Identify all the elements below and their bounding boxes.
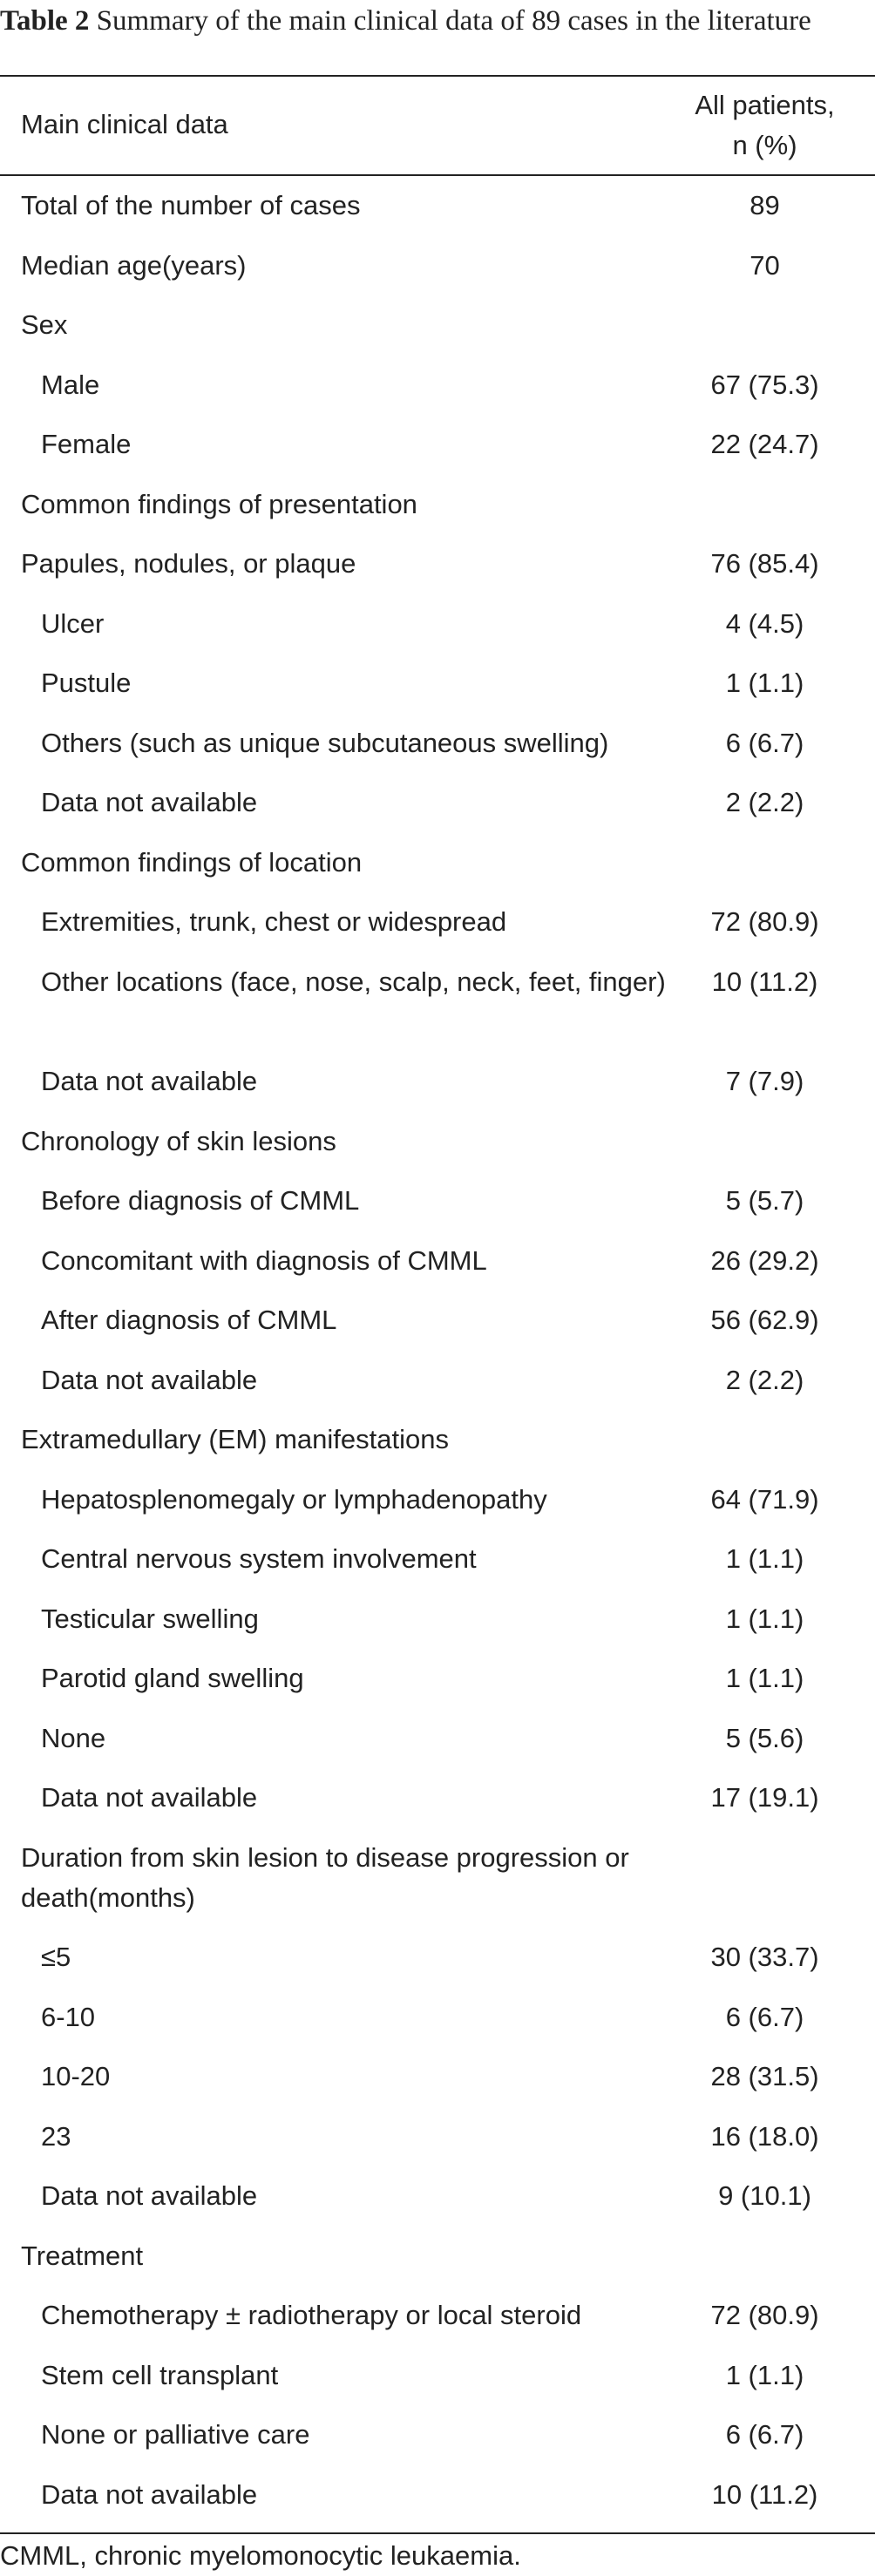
row-label: Common findings of location [21, 846, 363, 878]
table-row [0, 1937, 875, 1988]
row-value: 72 (80.9) [710, 906, 819, 937]
row-label: Data not available [41, 787, 258, 817]
table-row [0, 2356, 875, 2406]
row-label: 10-20 [41, 2061, 111, 2091]
table-row [0, 2117, 875, 2167]
row-label: Concomitant with diagnosis of CMML [41, 1244, 487, 1276]
row-label: Extramedullary (EM) manifestations [21, 1424, 449, 1454]
table-label: Table 2 [0, 5, 90, 37]
table-row [0, 186, 875, 236]
row-label: Common findings of presentation [21, 488, 417, 519]
row-label: None or palliative care [41, 2419, 310, 2450]
top-rule [0, 75, 875, 77]
row-label: 23 [41, 2120, 71, 2152]
row-value: 10 (11.2) [711, 2478, 818, 2510]
table-row [0, 2415, 875, 2465]
table-row [0, 1599, 875, 1650]
row-value: 2 (2.2) [725, 1364, 804, 1395]
table-row [0, 485, 875, 535]
table-row [0, 1539, 875, 1590]
row-label: Data not available [41, 2478, 258, 2510]
table-caption-text: Summary of the main clinical data of 89 cases in the literature [89, 5, 811, 37]
table-row [0, 424, 875, 475]
table-row [0, 1480, 875, 1530]
table-row [0, 902, 875, 952]
row-value: 1 (1.1) [725, 668, 804, 698]
row-value: 64 (71.9) [710, 1483, 819, 1515]
table-row [0, 1997, 875, 2048]
row-value: 6 (6.7) [725, 727, 804, 758]
row-label: Hepatosplenomegaly or lymphadenopathy [41, 1483, 547, 1515]
row-value: 1 (1.1) [725, 1603, 804, 1634]
row-value: 28 (31.5) [710, 2061, 819, 2091]
table-row [0, 723, 875, 774]
row-value: 26 (29.2) [710, 1244, 819, 1276]
row-label: Female [41, 429, 132, 459]
row-label: 6-10 [41, 2001, 96, 2032]
row-label: Testicular swelling [41, 1603, 259, 1634]
row-value: 72 (80.9) [710, 2300, 819, 2330]
row-label: Other locations (face, nose, scalp, neck, feet, finger) [41, 966, 666, 997]
row-label: Data not available [41, 1066, 258, 1096]
column-header-patients [671, 85, 858, 166]
row-value: 2 (2.2) [725, 787, 804, 817]
row-value: 5 (5.6) [725, 1722, 804, 1753]
row-label: Duration from skin lesion to disease progression or death(months) [21, 1841, 629, 1913]
table-row [0, 2295, 875, 2346]
row-label: Male [41, 369, 100, 400]
table-row [0, 663, 875, 714]
table-caption [0, 2, 875, 40]
row-value: 30 (33.7) [710, 1942, 819, 1972]
row-value: 4 (4.5) [725, 607, 804, 639]
row-label: Central nervous system involvement [41, 1543, 477, 1574]
table-row [0, 604, 875, 654]
row-label: ≤5 [41, 1942, 71, 1972]
row-label: Papules, nodules, or plaque [21, 548, 356, 579]
table-row [0, 1420, 875, 1470]
table-row [0, 544, 875, 594]
row-label: Data not available [41, 1364, 258, 1395]
table-row [0, 2176, 875, 2227]
row-label: Parotid gland swelling [41, 1663, 304, 1693]
table-row [0, 962, 875, 1053]
row-value: 6 (6.7) [725, 2419, 804, 2450]
table-row [0, 365, 875, 416]
row-value: 1 (1.1) [725, 2359, 804, 2390]
column-header-data: Main clinical data [21, 109, 228, 139]
table-row [0, 783, 875, 833]
row-label: Treatment [21, 2240, 144, 2271]
row-value: 1 (1.1) [725, 1543, 804, 1574]
table-row [0, 1360, 875, 1411]
row-value: 56 (62.9) [710, 1305, 819, 1335]
row-label: Total of the number of cases [21, 190, 361, 220]
row-label: None [41, 1722, 106, 1753]
row-value: 76 (85.4) [710, 548, 819, 579]
table-row [0, 1718, 875, 1769]
table-row [0, 1181, 875, 1231]
row-value: 10 (11.2) [711, 966, 818, 997]
table-row [0, 1838, 875, 1929]
row-value: 1 (1.1) [725, 1663, 804, 1693]
table-row [0, 843, 875, 893]
row-label: Before diagnosis of CMML [41, 1185, 360, 1216]
row-label: Data not available [41, 2180, 258, 2211]
row-value: 70 [750, 249, 780, 281]
row-label: Data not available [41, 1782, 258, 1813]
column-header-patients-line1: All patients, [695, 90, 835, 120]
row-value: 9 (10.1) [718, 2180, 811, 2211]
row-label: Median age(years) [21, 249, 247, 281]
bottom-rule [0, 2532, 875, 2534]
row-value: 6 (6.7) [725, 2001, 804, 2032]
row-label: Chronology of skin lesions [21, 1125, 336, 1156]
table-row [0, 1658, 875, 1709]
row-value: 7 (7.9) [725, 1066, 804, 1096]
table-row [0, 2236, 875, 2287]
row-label: After diagnosis of CMML [41, 1305, 337, 1335]
row-value: 5 (5.7) [725, 1185, 804, 1216]
column-header-patients-line2: n (%) [732, 130, 797, 160]
table-footnote: CMML, chronic myelomonocytic leukaemia. [0, 2540, 521, 2571]
header-rule [0, 174, 875, 176]
table-row [0, 1061, 875, 1112]
row-label: Extremities, trunk, chest or widespread [41, 906, 507, 937]
row-value: 17 (19.1) [710, 1782, 819, 1813]
row-value: 67 (75.3) [710, 369, 819, 400]
row-value: 89 [750, 190, 780, 220]
table-row [0, 1300, 875, 1351]
table-row [0, 2475, 875, 2525]
row-label: Chemotherapy ± radiotherapy or local steroid [41, 2300, 582, 2330]
row-label: Stem cell transplant [41, 2359, 279, 2390]
table-row [0, 2057, 875, 2107]
table-row [0, 1241, 875, 1291]
table-row [0, 246, 875, 296]
row-value: 16 (18.0) [710, 2120, 819, 2152]
table-row [0, 305, 875, 356]
row-label: Pustule [41, 668, 132, 698]
row-label: Ulcer [41, 607, 105, 639]
row-value: 22 (24.7) [710, 429, 819, 459]
row-label: Sex [21, 309, 68, 340]
row-label: Others (such as unique subcutaneous swelling) [41, 727, 609, 758]
table-row [0, 1122, 875, 1172]
table-row [0, 1778, 875, 1828]
